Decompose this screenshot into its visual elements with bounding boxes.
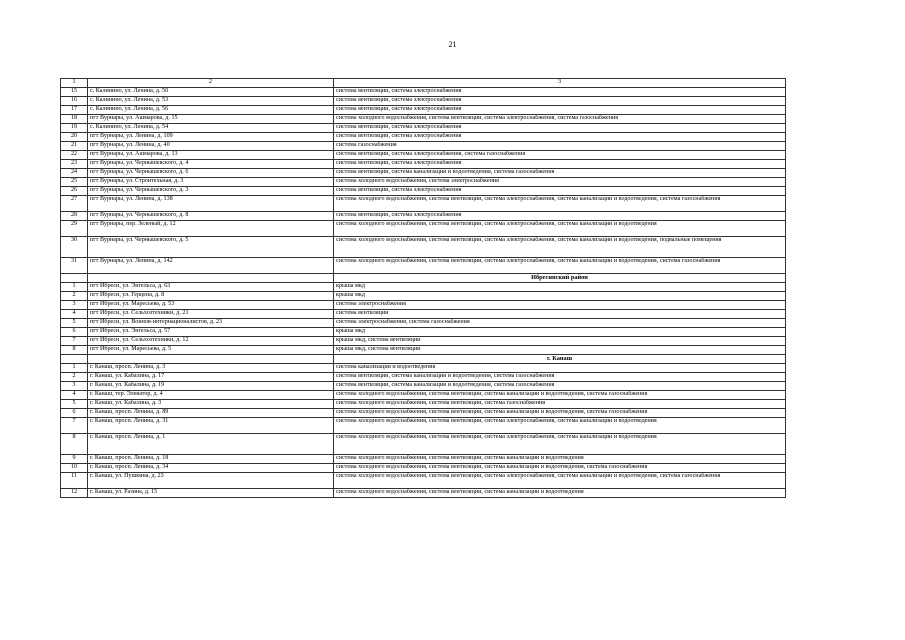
table-row bbox=[61, 151, 786, 160]
row-address: с. Калинино, ул. Ленина, д. 50 bbox=[88, 88, 334, 97]
row-number: 18 bbox=[61, 115, 88, 124]
row-works: система холодного водоснабжения, система вентиляции, система канализации и водоотведения, система газоснабжения bbox=[334, 409, 786, 418]
row-works: система вентиляции, система электроснабжения bbox=[334, 133, 786, 142]
row-address: с. Калинино, ул. Ленина, д. 54 bbox=[88, 124, 334, 133]
table-row bbox=[61, 292, 786, 301]
row-address: с. Калинино, ул. Ленина, д. 56 bbox=[88, 106, 334, 115]
row-number: 11 bbox=[61, 473, 88, 489]
row-number: 20 bbox=[61, 133, 88, 142]
row-address: пгт Ибреси, ул. Сельхозтехники, д. 12 bbox=[88, 337, 334, 346]
row-address: г. Канаш, ул. Кабалина, д. 3 bbox=[88, 400, 334, 409]
row-works: система холодного водоснабжения, система вентиляции, система канализации и водоотведения bbox=[334, 455, 786, 464]
table-row bbox=[61, 237, 786, 258]
row-number: 10 bbox=[61, 464, 88, 473]
table-row bbox=[61, 434, 786, 455]
row-address: пгт Вурнары, ул. Ленина, д. 138 bbox=[88, 196, 334, 212]
table-row bbox=[61, 409, 786, 418]
row-number: 24 bbox=[61, 169, 88, 178]
row-works: крыша мкд bbox=[334, 283, 786, 292]
row-address: г. Канаш, просп. Ленина, д. 1 bbox=[88, 434, 334, 455]
table-row bbox=[61, 373, 786, 382]
row-address: пгт Ибреси, ул. Энгельса, д. 63 bbox=[88, 283, 334, 292]
row-number: 29 bbox=[61, 221, 88, 237]
row-address: пгт Вурнары, ул. Чернышевского, д. 6 bbox=[88, 169, 334, 178]
row-address: пгт Вурнары, ул. Ашмарова, д. 15 bbox=[88, 115, 334, 124]
row-address: пгт Вурнары, пер. Зеленый, д. 12 bbox=[88, 221, 334, 237]
table-row bbox=[61, 133, 786, 142]
row-address: г. Канаш, ул. Разина, д. 15 bbox=[88, 489, 334, 498]
row-number: 27 bbox=[61, 196, 88, 212]
row-address: пгт Ибреси, ул. Герцена, д. 8 bbox=[88, 292, 334, 301]
row-number: 23 bbox=[61, 160, 88, 169]
header-col-address: 2 bbox=[88, 79, 334, 88]
row-address: пгт Вурнары, ул. Чернышевского, д. 5 bbox=[88, 237, 334, 258]
row-works: крыша мкд bbox=[334, 328, 786, 337]
table-row bbox=[61, 115, 786, 124]
table-row bbox=[61, 346, 786, 355]
section-address-cell bbox=[88, 355, 334, 364]
row-works: система электроснабжения, система газоснабжения bbox=[334, 319, 786, 328]
row-address: пгт Вурнары, ул. Строительная, д. 3 bbox=[88, 178, 334, 187]
table-row bbox=[61, 97, 786, 106]
row-address: г. Канаш, просп. Ленина, д. 34 bbox=[88, 464, 334, 473]
row-number: 4 bbox=[61, 310, 88, 319]
row-number: 26 bbox=[61, 187, 88, 196]
row-address: пгт Вурнары, ул. Чернышевского, д. 3 bbox=[88, 187, 334, 196]
section-header-row bbox=[61, 355, 786, 364]
row-works: система вентиляции, система электроснабжения, система газоснабжения bbox=[334, 151, 786, 160]
table-row bbox=[61, 337, 786, 346]
row-number: 6 bbox=[61, 409, 88, 418]
row-number: 6 bbox=[61, 328, 88, 337]
row-works: система вентиляции, система канализации и водоотведения, система газоснабжения bbox=[334, 373, 786, 382]
table-row bbox=[61, 319, 786, 328]
row-works: система холодного водоснабжения, система вентиляции, система канализации и водоотведения bbox=[334, 489, 786, 498]
row-number: 19 bbox=[61, 124, 88, 133]
table-row bbox=[61, 169, 786, 178]
row-works: система электроснабжения bbox=[334, 301, 786, 310]
row-number: 8 bbox=[61, 346, 88, 355]
row-works: система холодного водоснабжения, система вентиляции, система электроснабжения, система канализации и водоотведения bbox=[334, 434, 786, 455]
table-row bbox=[61, 391, 786, 400]
row-address: пгт Вурнары, ул. Чернышевского, д. 4 bbox=[88, 160, 334, 169]
row-address: пгт Ибреси, ул. Воинов-интернационалистов, д. 23 bbox=[88, 319, 334, 328]
table-row bbox=[61, 301, 786, 310]
row-number: 3 bbox=[61, 301, 88, 310]
row-address: г. Канаш, просп. Ленина, д. 89 bbox=[88, 409, 334, 418]
row-address: г. Канаш, ул. Кабалина, д. 17 bbox=[88, 373, 334, 382]
row-address: г. Канаш, просп. Ленина, д. 3 bbox=[88, 364, 334, 373]
row-works: система холодного водоснабжения, система вентиляции, система канализации и водоотведения, система газоснабжения bbox=[334, 464, 786, 473]
row-number: 1 bbox=[61, 283, 88, 292]
table-row bbox=[61, 400, 786, 409]
row-works: система газоснабжения bbox=[334, 142, 786, 151]
row-address: пгт Вурнары, ул. Ленина, д. 109 bbox=[88, 133, 334, 142]
table-row bbox=[61, 221, 786, 237]
row-address: г. Канаш, просп. Ленина, д. 31 bbox=[88, 418, 334, 434]
row-number: 7 bbox=[61, 337, 88, 346]
row-number: 12 bbox=[61, 489, 88, 498]
section-title: Ибресинский район bbox=[334, 274, 786, 283]
row-works: система вентиляции, система электроснабжения bbox=[334, 160, 786, 169]
section-number-cell bbox=[61, 274, 88, 283]
row-number: 15 bbox=[61, 88, 88, 97]
table-row bbox=[61, 418, 786, 434]
row-number: 31 bbox=[61, 258, 88, 274]
row-works: крыша мкд, система вентиляции bbox=[334, 337, 786, 346]
row-works: система холодного водоснабжения, система вентиляции, система электроснабжения, система газоснабжения bbox=[334, 115, 786, 124]
section-address-cell bbox=[88, 274, 334, 283]
row-number: 21 bbox=[61, 142, 88, 151]
row-number: 28 bbox=[61, 212, 88, 221]
table-row bbox=[61, 212, 786, 221]
row-works: крыша мкд bbox=[334, 292, 786, 301]
table-row bbox=[61, 106, 786, 115]
row-address: пгт Ибреси, ул. Сельхозтехники, д. 21 bbox=[88, 310, 334, 319]
row-address: пгт Ибреси, ул. Маресьева, д. 5 bbox=[88, 346, 334, 355]
row-works: система вентиляции, система электроснабжения bbox=[334, 187, 786, 196]
section-number-cell bbox=[61, 355, 88, 364]
row-address: пгт Ибреси, ул. Энгельса, д. 57 bbox=[88, 328, 334, 337]
row-works: система вентиляции, система электроснабжения bbox=[334, 212, 786, 221]
row-works: система холодного водоснабжения, система вентиляции, система канализации и водоотведения, система газоснабжения bbox=[334, 391, 786, 400]
table-row bbox=[61, 489, 786, 498]
header-col-works: 3 bbox=[334, 79, 786, 88]
table-row bbox=[61, 382, 786, 391]
row-address: г. Канаш, просп. Ленина, д. 18 bbox=[88, 455, 334, 464]
table-row bbox=[61, 283, 786, 292]
row-address: пгт Вурнары, ул. Ленина, д. 142 bbox=[88, 258, 334, 274]
row-address: пгт Вурнары, ул. Ашмарова, д. 13 bbox=[88, 151, 334, 160]
row-works: система вентиляции, система электроснабжения bbox=[334, 124, 786, 133]
table-row bbox=[61, 88, 786, 97]
row-works: система холодного водоснабжения, система вентиляции, система электроснабжения, система канализации и водоотведения, система газоснабжения bbox=[334, 473, 786, 489]
row-number: 22 bbox=[61, 151, 88, 160]
row-works: система вентиляции, система электроснабжения bbox=[334, 106, 786, 115]
table-row bbox=[61, 310, 786, 319]
row-works: система вентиляции bbox=[334, 310, 786, 319]
row-works: система вентиляции, система электроснабжения bbox=[334, 97, 786, 106]
table-row bbox=[61, 142, 786, 151]
row-works: система холодного водоснабжения, система вентиляции, система электроснабжения, система канализации и водоотведения, система газоснабжения bbox=[334, 258, 786, 274]
row-number: 2 bbox=[61, 373, 88, 382]
row-number: 4 bbox=[61, 391, 88, 400]
row-number: 8 bbox=[61, 434, 88, 455]
table-row bbox=[61, 464, 786, 473]
row-address: г. Канаш, ул. Пушкина, д. 23 bbox=[88, 473, 334, 489]
row-works: система холодного водоснабжения, система электроснабжения bbox=[334, 178, 786, 187]
table-row bbox=[61, 455, 786, 464]
section-title: г. Канаш bbox=[334, 355, 786, 364]
table-row bbox=[61, 258, 786, 274]
table-row bbox=[61, 187, 786, 196]
table-header-row bbox=[61, 79, 786, 88]
table-row bbox=[61, 178, 786, 187]
row-address: г. Канаш, ул. Кабалина, д. 19 bbox=[88, 382, 334, 391]
table-row bbox=[61, 124, 786, 133]
table-row bbox=[61, 328, 786, 337]
row-number: 16 bbox=[61, 97, 88, 106]
row-address: г. Канаш, тер. Элеватор, д. 4 bbox=[88, 391, 334, 400]
row-address: пгт Вурнары, ул. Ленина, д. 40 bbox=[88, 142, 334, 151]
page-number: 21 bbox=[448, 40, 457, 49]
row-works: крыша мкд, система вентиляции bbox=[334, 346, 786, 355]
table-row bbox=[61, 473, 786, 489]
row-works: система канализации и водоотведения bbox=[334, 364, 786, 373]
header-col-number: 1 bbox=[61, 79, 88, 88]
row-works: система холодного водоснабжения, система вентиляции, система электроснабжения, система канализации и водоотведения, система газоснабжения bbox=[334, 196, 786, 212]
row-number: 5 bbox=[61, 319, 88, 328]
row-works: система вентиляции, система канализации и водоотведения, система газоснабжения bbox=[334, 382, 786, 391]
row-number: 7 bbox=[61, 418, 88, 434]
row-address: с. Калинино, ул. Ленина, д. 53 bbox=[88, 97, 334, 106]
row-works: система вентиляции, система канализации и водоотведения, система газоснабжения bbox=[334, 169, 786, 178]
row-works: система холодного водоснабжения, система вентиляции, система электроснабжения, система канализации и водоотведения, подвальные помещения bbox=[334, 237, 786, 258]
row-number: 5 bbox=[61, 400, 88, 409]
works-table bbox=[60, 78, 786, 498]
row-works: система холодного водоснабжения, система вентиляции, система электроснабжения, система канализации и водоотведения bbox=[334, 221, 786, 237]
row-number: 2 bbox=[61, 292, 88, 301]
row-works: система холодного водоснабжения, система вентиляции, система электроснабжения, система канализации и водоотведения bbox=[334, 418, 786, 434]
row-number: 1 bbox=[61, 364, 88, 373]
table-row bbox=[61, 160, 786, 169]
row-works: система вентиляции, система электроснабжения bbox=[334, 88, 786, 97]
section-header-row bbox=[61, 274, 786, 283]
row-address: пгт Ибреси, ул. Маресьева, д. 53 bbox=[88, 301, 334, 310]
table-row bbox=[61, 364, 786, 373]
table-row bbox=[61, 196, 786, 212]
row-number: 30 bbox=[61, 237, 88, 258]
row-number: 3 bbox=[61, 382, 88, 391]
row-number: 17 bbox=[61, 106, 88, 115]
row-number: 25 bbox=[61, 178, 88, 187]
row-address: пгт Вурнары, ул. Чернышевского, д. 8 bbox=[88, 212, 334, 221]
row-works: система холодного водоснабжения, система вентиляции, система газоснабжения bbox=[334, 400, 786, 409]
row-number: 9 bbox=[61, 455, 88, 464]
